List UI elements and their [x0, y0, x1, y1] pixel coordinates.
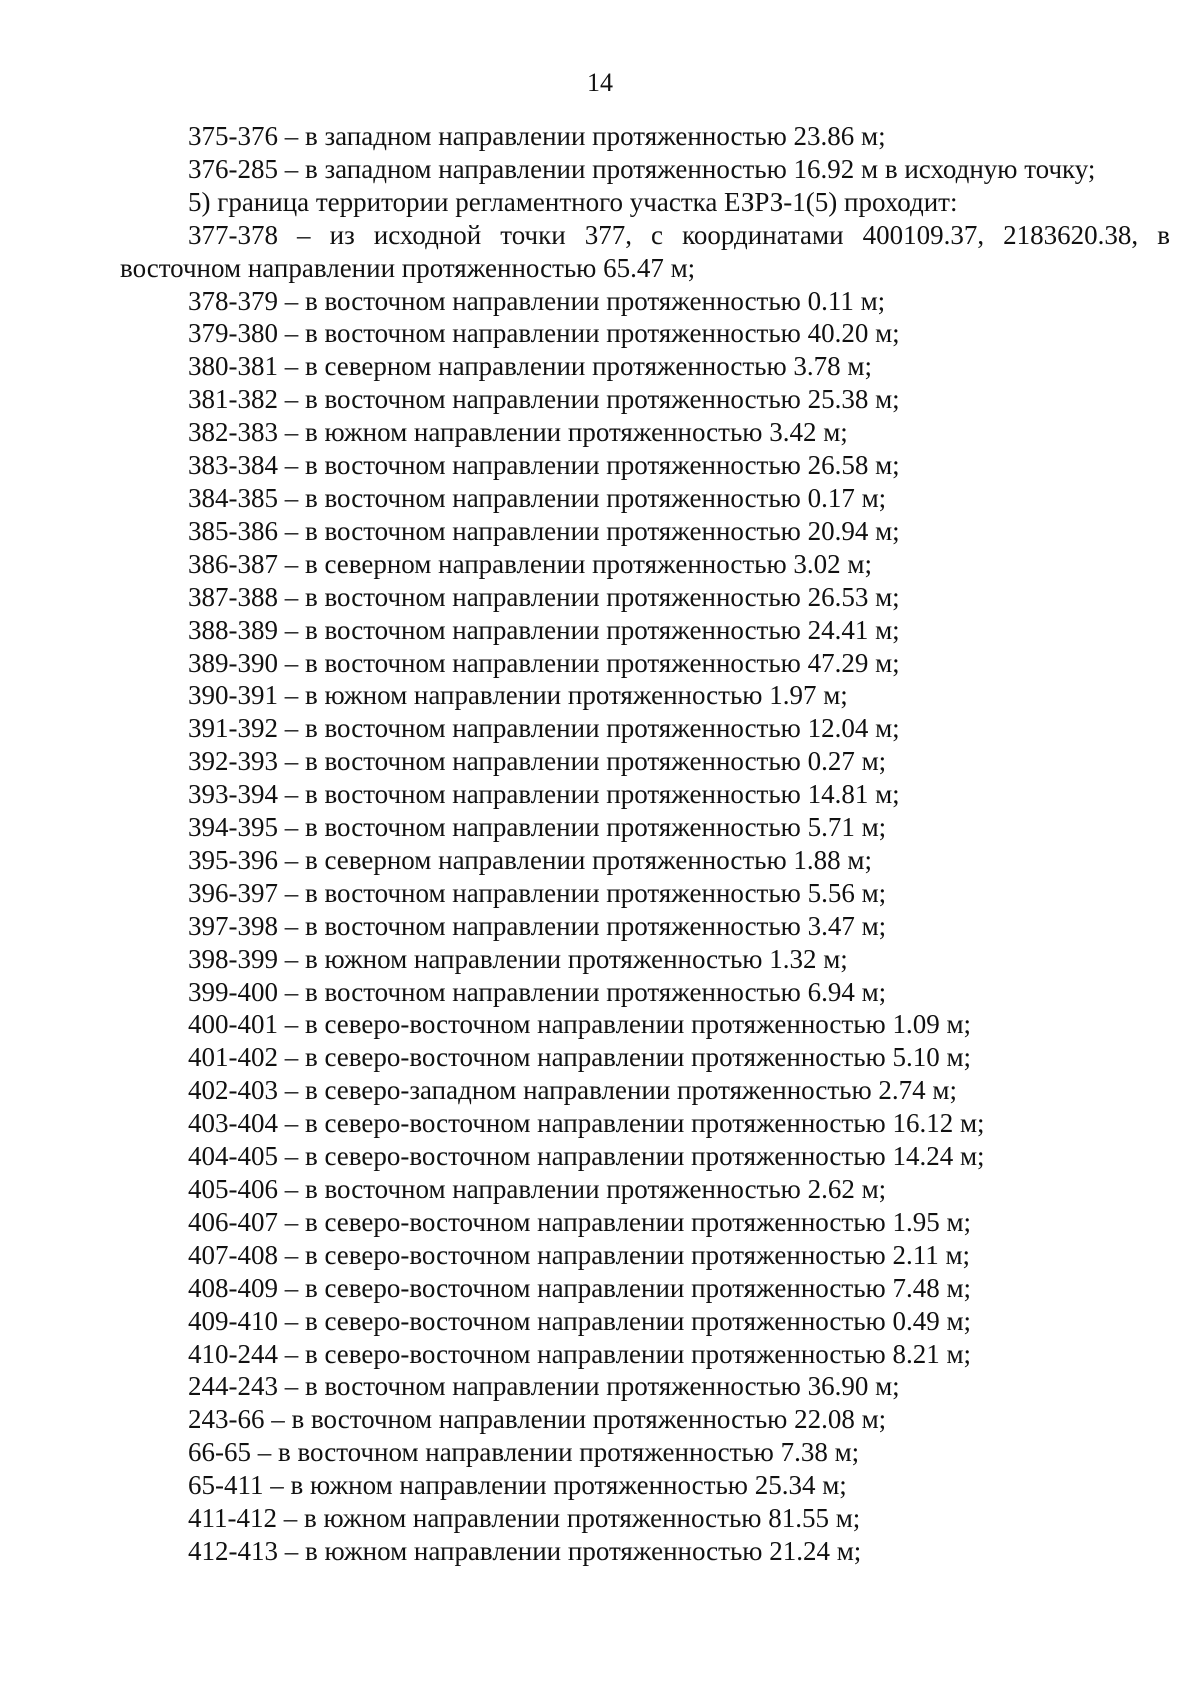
start-point-paragraph: 377-378 – из исходной точки 377, с координатами 400109.37, 2183620.38, в восточном направлении протяженностью 65.47 м; — [120, 219, 1170, 283]
segment-line: 381-382 – в восточном направлении протяженностью 25.38 м; — [188, 384, 900, 415]
segment-line: 405-406 – в восточном направлении протяженностью 2.62 м; — [188, 1174, 887, 1204]
segment-line: 387-388 – в восточном направлении протяженностью 26.53 м; — [188, 581, 900, 612]
section-heading: 5) граница территории регламентного участка ЕЗРЗ-1(5) проходит: — [188, 186, 958, 217]
document-body — [120, 120, 1170, 1568]
segment-line: 65-411 – в южном направлении протяженностью 25.34 м; — [188, 1470, 847, 1501]
segment-line: 398-399 – в южном направлении протяженностью 1.32 м; — [188, 943, 848, 974]
segment-line: 385-386 – в восточном направлении протяженностью 20.94 м; — [188, 515, 900, 546]
segment-line: 244-243 – в восточном направлении протяженностью 36.90 м; — [188, 1371, 900, 1402]
segment-line: 406-407 – в северо-восточном направлении протяженностью 1.95 м; — [188, 1206, 972, 1237]
segment-line: 392-393 – в восточном направлении протяженностью 0.27 м; — [188, 746, 887, 777]
text-line: 376-285 – в западном направлении протяженностью 16.92 м в исходную точку; — [188, 153, 1096, 184]
segment-line: 388-389 – в восточном направлении протяженностью 24.41 м; — [188, 614, 900, 645]
segment-line: 404-405 – в северо-восточном направлении протяженностью 14.24 м; — [188, 1141, 985, 1172]
segment-line: 386-387 – в северном направлении протяженностью 3.02 м; — [188, 548, 873, 579]
segment-line: 384-385 – в восточном направлении протяженностью 0.17 м; — [188, 482, 887, 513]
segment-line: 399-400 – в восточном направлении протяженностью 6.94 м; — [188, 976, 887, 1007]
segment-line: 408-409 – в северо-восточном направлении протяженностью 7.48 м; — [188, 1272, 972, 1303]
segment-line: 394-395 – в восточном направлении протяженностью 5.71 м; — [188, 812, 887, 843]
page-number: 14 — [587, 68, 613, 97]
segment-line: 400-401 – в северо-восточном направлении протяженностью 1.09 м; — [188, 1009, 972, 1040]
segment-line: 397-398 – в восточном направлении протяженностью 3.47 м; — [188, 910, 887, 941]
segment-line: 411-412 – в южном направлении протяженностью 81.55 м; — [188, 1503, 861, 1534]
segment-line: 407-408 – в северо-восточном направлении протяженностью 2.11 м; — [188, 1239, 971, 1270]
segment-line: 379-380 – в восточном направлении протяженностью 40.20 м; — [188, 318, 900, 349]
segment-line: 243-66 – в восточном направлении протяженностью 22.08 м; — [188, 1404, 887, 1435]
segment-line: 402-403 – в северо-западном направлении протяженностью 2.74 м; — [188, 1075, 957, 1106]
segment-line: 66-65 – в восточном направлении протяженностью 7.38 м; — [188, 1437, 860, 1468]
segment-line: 390-391 – в южном направлении протяженностью 1.97 м; — [188, 680, 848, 711]
segment-line: 380-381 – в северном направлении протяженностью 3.78 м; — [188, 351, 873, 382]
segment-line: 401-402 – в северо-восточном направлении протяженностью 5.10 м; — [188, 1042, 972, 1073]
segment-line: 409-410 – в северо-восточном направлении протяженностью 0.49 м; — [188, 1305, 972, 1336]
segment-line: 382-383 – в южном направлении протяженностью 3.42 м; — [188, 417, 848, 448]
segment-line: 389-390 – в восточном направлении протяженностью 47.29 м; — [188, 647, 900, 678]
segment-line: 391-392 – в восточном направлении протяженностью 12.04 м; — [188, 713, 900, 744]
segment-line: 393-394 – в восточном направлении протяженностью 14.81 м; — [188, 779, 900, 810]
segment-line: 383-384 – в восточном направлении протяженностью 26.58 м; — [188, 450, 900, 481]
text-line: 375-376 – в западном направлении протяженностью 23.86 м; — [188, 121, 886, 151]
segment-line: 378-379 – в восточном направлении протяженностью 0.11 м; — [188, 285, 886, 316]
segment-list — [120, 285, 1170, 1568]
segment-line: 395-396 – в северном направлении протяженностью 1.88 м; — [188, 844, 873, 875]
segment-line: 396-397 – в восточном направлении протяженностью 5.56 м; — [188, 877, 887, 908]
segment-line: 412-413 – в южном направлении протяженностью 21.24 м; — [188, 1535, 862, 1566]
segment-line: 410-244 – в северо-восточном направлении протяженностью 8.21 м; — [188, 1338, 972, 1369]
segment-line: 403-404 – в северо-восточном направлении протяженностью 16.12 м; — [188, 1108, 985, 1139]
